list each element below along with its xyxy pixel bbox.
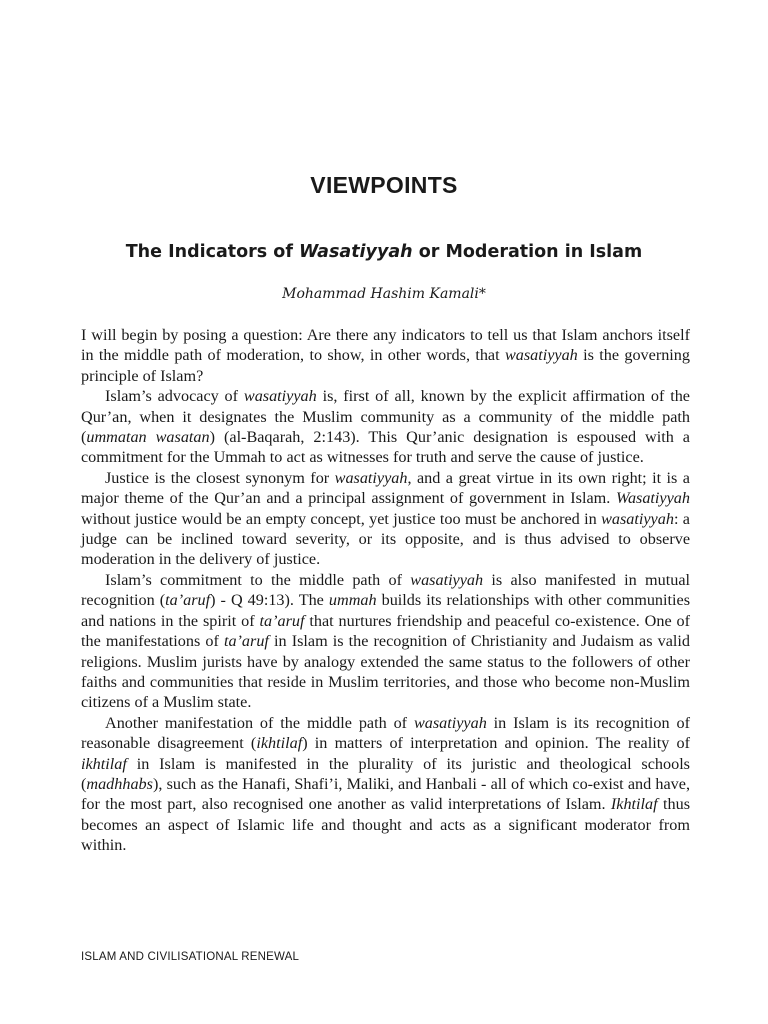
- paragraph-1: I will begin by posing a question: Are there any indicators to tell us that Islam anchors itself in the middle path of moderation, to show, in other words, that wasatiyyah is the governing principle of Islam?: [81, 326, 690, 385]
- paragraph-2: Islam’s advocacy of wasatiyyah is, first of all, known by the explicit affirmation of the Qur’an, when it designates the Muslim community as a community of the middle path (ummatan wasatan) (al-Baqarah, 2:143). This Qur’anic designation is espoused with a commitment for the Ummah to act as witnesses for truth and serve the cause of justice.: [81, 387, 690, 467]
- section-title: VIEWPOINTS: [310, 172, 458, 198]
- article-title: [0, 242, 768, 262]
- paragraph-3: Justice is the closest synonym for wasatiyyah, and a great virtue in its own right; it is a major theme of the Qur’an and a principal assignment of government in Islam. Wasatiyyah without justice would be an empty concept, yet justice too must be anchored in wasatiyyah: a judge can be inclined toward severity, or its opposite, and is thus advised to observe moderation in the delivery of justice.: [81, 468, 690, 569]
- article-title-part: or Moderation in Islam: [412, 242, 643, 262]
- article-title-italic: Wasatiyyah: [299, 242, 413, 262]
- author-byline: Mohammad Hashim Kamali*: [282, 286, 486, 302]
- paragraph-5: Another manifestation of the middle path of wasatiyyah in Islam is its recognition of reasonable disagreement (ikhtilaf) in matters of interpretation and opinion. The reality of ikhtilaf in Islam is manifested in the plurality of its juristic and theological schools (madhhabs), such as the Hanafi, Shafi’i, Maliki, and Hanbali - all of which co-exist and have, for the most part, also recognised one another as valid interpretations of Islam. Ikhtilaf thus becomes an aspect of Islamic life and thought and acts as a significant moderator from within.: [81, 713, 690, 855]
- running-footer: ISLAM AND CIVILISATIONAL RENEWAL: [81, 951, 300, 963]
- article-title-part: The Indicators of: [125, 242, 300, 262]
- paragraph-4: Islam’s commitment to the middle path of wasatiyyah is also manifested in mutual recognition (ta’aruf) - Q 49:13). The ummah builds its relationships with other communities and nations in the spirit of ta’aruf that nurtures friendship and peaceful co-existence. One of the manifestations of ta’aruf in Islam is the recognition of Christianity and Judaism as valid religions. Muslim jurists have by analogy extended the same status to the followers of other faiths and communities that reside in Muslim territories, and those who become non-Muslim citizens of a Muslim state.: [81, 570, 691, 712]
- article-body: [81, 325, 690, 856]
